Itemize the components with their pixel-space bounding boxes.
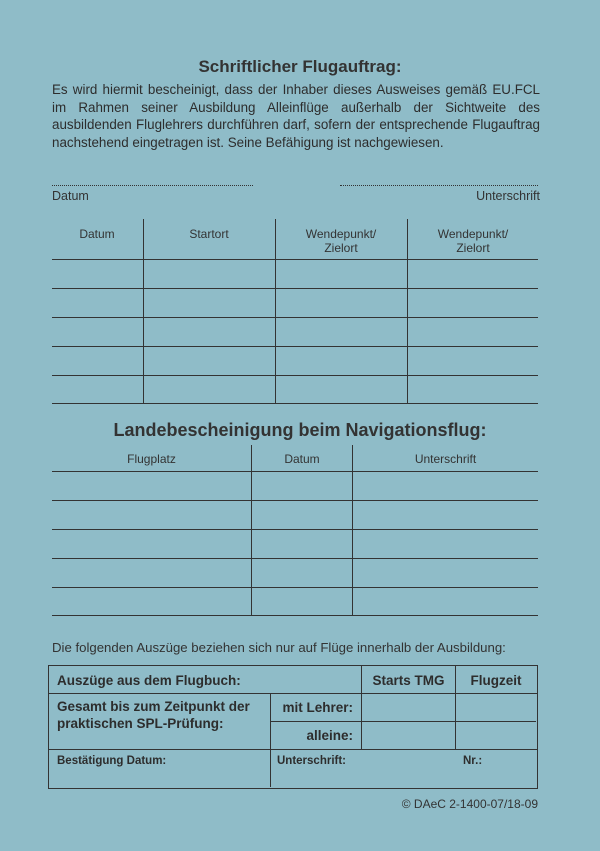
date-dotted-line <box>52 185 253 186</box>
landing-row-line <box>52 558 538 559</box>
signature-dotted-line <box>340 185 538 186</box>
order-title: Schriftlicher Flugauftrag: <box>198 57 402 76</box>
starts-tmg-header: Starts TMG <box>372 673 445 688</box>
landing-row-line <box>52 587 538 588</box>
logbook-line <box>270 721 536 722</box>
route-header-start: Startort <box>189 227 229 241</box>
route-header-date: Datum <box>79 227 115 241</box>
order-text: Es wird hiermit bescheinigt, dass der Inhaber dieses Ausweises gemäß EU.FCL im Rahmen seiner Ausbildung Alleinflüge außerhalb der Sichtweite des ausbildenden Fluglehrers durchführen darf, sofern der entsprechende Flugauftrag nachstehend eingetragen ist. Seine Befähigung ist nachgewiesen. <box>52 82 540 150</box>
landing-header-airfield: Flugplatz <box>127 452 176 466</box>
logbook-line <box>49 693 537 694</box>
footer-copyright: © DAeC 2-1400-07/18-09 <box>401 797 538 811</box>
landing-title: Landebescheinigung beim Navigationsflug: <box>113 420 487 440</box>
total-label-line1: Gesamt bis zum Zeitpunkt der <box>57 699 250 714</box>
logbook-line <box>49 749 537 750</box>
route-row-line <box>52 375 538 376</box>
order-signature-label: Unterschrift <box>476 189 540 203</box>
logbook-heading: Auszüge aus dem Flugbuch: <box>57 673 241 688</box>
confirm-date-label: Bestätigung Datum: <box>57 755 167 767</box>
landing-row-line <box>52 615 538 616</box>
flight-time-header: Flugzeit <box>470 673 522 688</box>
route-header-turnpoint-2: Wendepunkt/ Zielort <box>437 227 509 255</box>
landing-row-line <box>52 529 538 530</box>
route-row-line <box>52 346 538 347</box>
route-row-line <box>52 259 538 260</box>
landing-row-line <box>52 471 538 472</box>
with-instructor-label: mit Lehrer: <box>282 700 353 715</box>
route-row-line <box>52 403 538 404</box>
landing-row-line <box>52 500 538 501</box>
total-label-line2: praktischen SPL-Prüfung: <box>57 716 224 731</box>
landing-header-date: Datum <box>284 452 320 466</box>
route-row-line <box>52 317 538 318</box>
landing-header-signature: Unterschrift <box>414 452 477 466</box>
confirm-signature-label: Unterschrift: <box>277 755 347 767</box>
alone-label: alleine: <box>306 728 353 743</box>
route-row-line <box>52 288 538 289</box>
confirm-number-label: Nr.: <box>463 755 483 767</box>
excerpts-intro: Die folgenden Auszüge beziehen sich nur auf Flüge innerhalb der Ausbildung: <box>52 640 506 655</box>
order-date-label: Datum <box>52 189 89 203</box>
route-header-turnpoint-1: Wendepunkt/ Zielort <box>305 227 377 255</box>
